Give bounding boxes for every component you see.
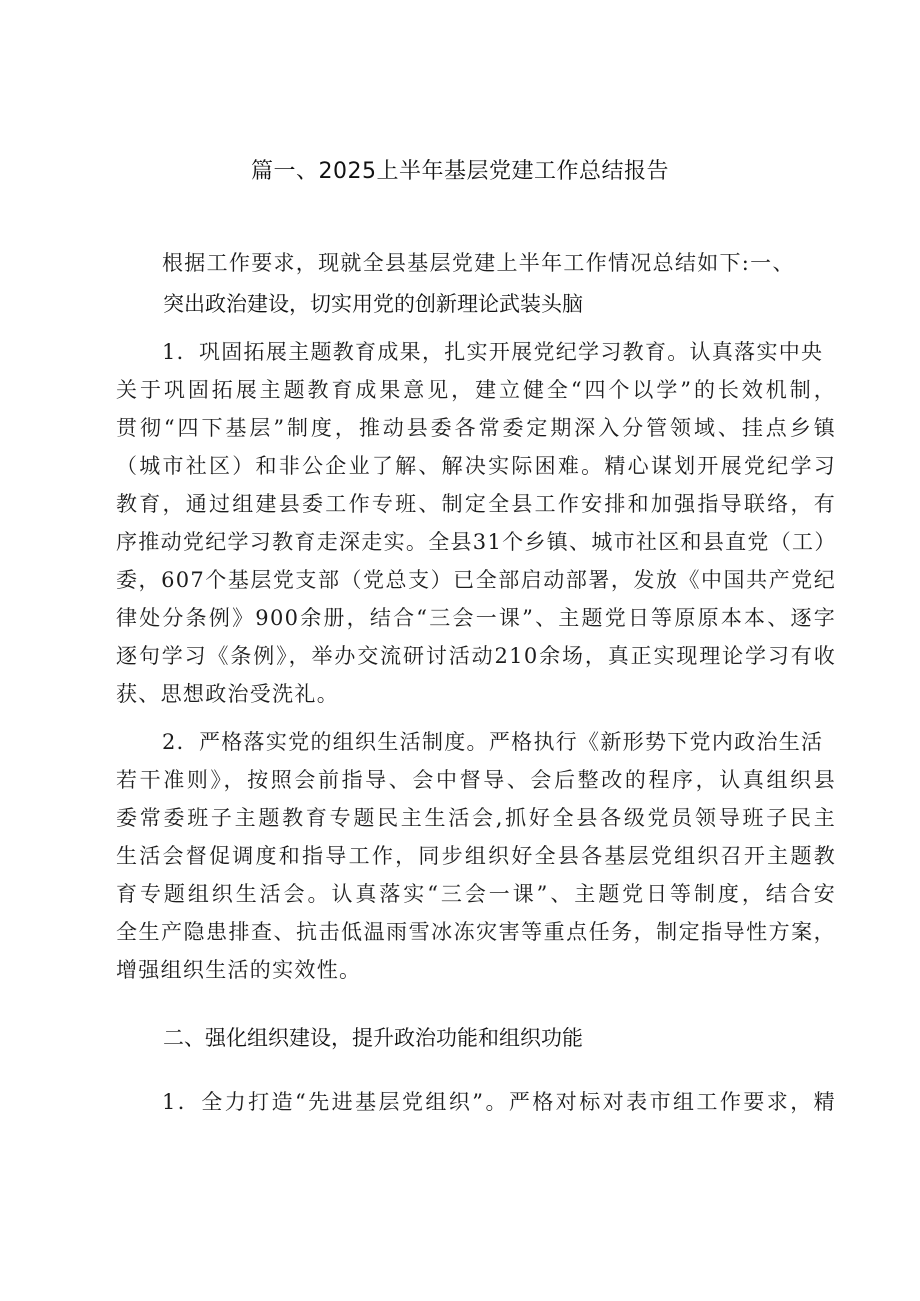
paragraph-1-line: 逐句学习《条例》，举办交流研讨活动210余场，真正实现理论学习有收 xyxy=(116,644,836,668)
paragraph-1-line: 1．巩固拓展主题教育成果，扎实开展党纪学习教育。认真落实中央 xyxy=(162,340,824,364)
paragraph-1-line: 教育，通过组建县委工作专班、制定全县工作安排和加强指导联络，有 xyxy=(116,492,836,516)
paragraph-1-line: 贯彻“四下基层”制度，推动县委各常委定期深入分管领域、挂点乡镇 xyxy=(116,416,836,440)
paragraph-1-line: 序推动党纪学习教育走深走实。全县31个乡镇、城市社区和县直党（工） xyxy=(116,530,837,554)
intro-line: 根据工作要求，现就全县基层党建上半年工作情况总结如下:一、 xyxy=(162,251,795,275)
section-heading-2: 二、强化组织建设，提升政治功能和组织功能 xyxy=(163,1026,583,1050)
paragraph-1-line: 获、思想政治受洗礼。 xyxy=(116,682,339,706)
paragraph-1-line: 委，607个基层党支部（党总支）已全部启动部署，发放《中国共产党纪 xyxy=(116,568,836,592)
paragraph-2-line: 全生产隐患排查、抗击低温雨雪冰冻灾害等重点任务，制定指导性方案， xyxy=(116,920,836,944)
paragraph-2-line: 2．严格落实党的组织生活制度。严格执行《新形势下党内政治生活 xyxy=(162,730,824,754)
paragraph-2-line: 育专题组织生活会。认真落实“三会一课”、主题党日等制度，结合安 xyxy=(116,882,836,906)
paragraph-3-line: 1．全力打造“先进基层党组织”。严格对标对表市组工作要求，精 xyxy=(162,1090,836,1114)
paragraph-1-line: 律处分条例》900余册，结合“三会一课”、主题党日等原原本本、逐字 xyxy=(116,606,836,630)
paragraph-1-line: 关于巩固拓展主题教育成果意见，建立健全“四个以学”的长效机制， xyxy=(116,378,836,402)
paragraph-2-line: 若干准则》，按照会前指导、会中督导、会后整改的程序，认真组织县 xyxy=(116,768,836,792)
paragraph-2-line: 增强组织生活的实效性。 xyxy=(116,958,362,982)
paragraph-1-line: （城市社区）和非公企业了解、解决实际困难。精心谋划开展党纪学习 xyxy=(116,454,836,478)
section-heading-1: 突出政治建设，切实用党的创新理论武装头脑 xyxy=(163,292,583,316)
document-title: 篇一、2025上半年基层党建工作总结报告 xyxy=(251,159,669,184)
paragraph-2-line: 生活会督促调度和指导工作，同步组织好全县各基层党组织召开主题教 xyxy=(116,844,836,868)
paragraph-2-line: 委常委班子主题教育专题民主生活会,抓好全县各级党员领导班子民主 xyxy=(116,806,836,830)
